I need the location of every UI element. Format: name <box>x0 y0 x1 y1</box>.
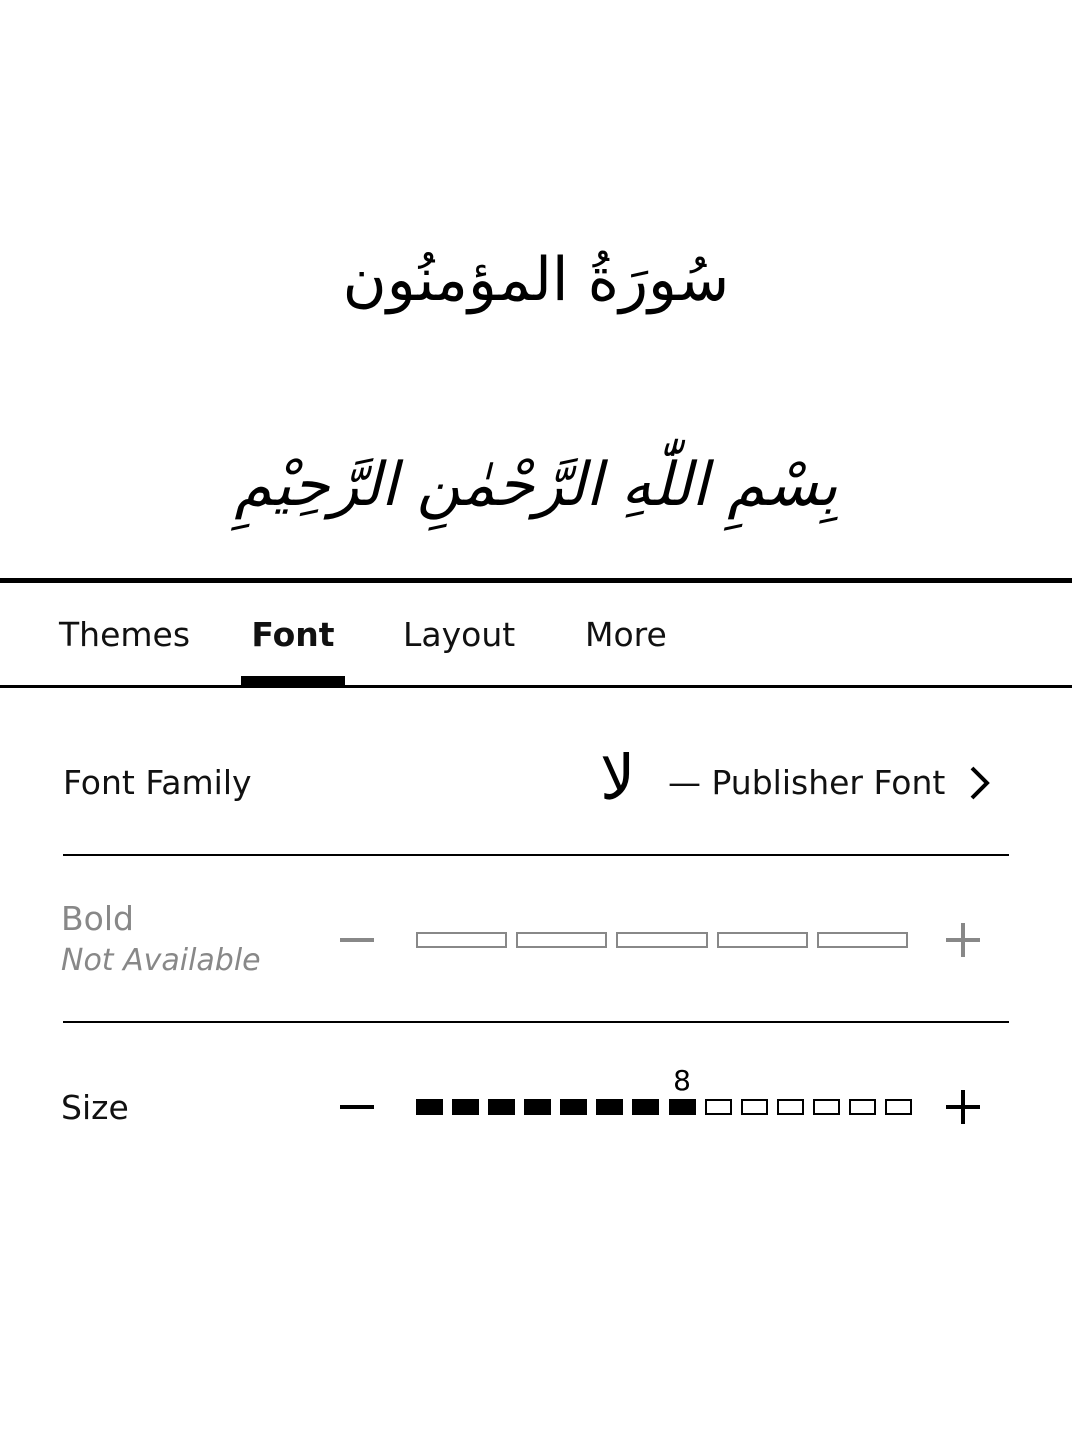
basmala-calligraphy: بِسْمِ اللّٰهِ الرَّحْمٰنِ الرَّحِيْمِ <box>234 450 838 520</box>
font-family-sample-glyph: لا <box>600 741 636 814</box>
bold-level-segment <box>516 932 607 948</box>
size-decrease-button[interactable] <box>332 1082 382 1132</box>
size-label: Size <box>61 1088 129 1127</box>
bold-level-segment <box>717 932 808 948</box>
tab-themes[interactable]: Themes <box>59 615 191 654</box>
size-level-segment[interactable] <box>632 1099 659 1115</box>
bold-increase-button[interactable] <box>938 915 988 965</box>
minus-icon <box>332 1082 382 1132</box>
tab-layout[interactable]: Layout <box>403 615 516 654</box>
row-divider <box>63 1021 1009 1023</box>
plus-icon <box>938 1082 988 1132</box>
size-level-segment[interactable] <box>741 1099 768 1115</box>
size-level-segment[interactable] <box>669 1099 696 1115</box>
tabs-divider <box>0 685 1072 688</box>
surah-title: سُورَةُ المؤمنُون <box>342 245 730 315</box>
font-family-value[interactable]: — Publisher Font <box>668 763 946 802</box>
size-increase-button[interactable] <box>938 1082 988 1132</box>
size-level-segment[interactable] <box>885 1099 912 1115</box>
size-level-segment[interactable] <box>416 1099 443 1115</box>
book-page <box>0 0 1072 580</box>
bold-label: Bold <box>61 899 134 938</box>
tab-more[interactable]: More <box>585 615 667 654</box>
size-value-label: 8 <box>673 1064 691 1097</box>
bold-level-segment <box>416 932 507 948</box>
selected-tab-indicator <box>241 676 345 685</box>
bold-level-segment <box>817 932 908 948</box>
bold-level-meter <box>416 932 908 948</box>
bold-status: Not Available <box>61 943 261 978</box>
size-level-segment[interactable] <box>452 1099 479 1115</box>
size-level-meter[interactable] <box>416 1099 912 1115</box>
plus-icon <box>938 915 988 965</box>
chevron-right-icon[interactable] <box>960 758 1000 808</box>
bold-decrease-button[interactable] <box>332 915 382 965</box>
size-level-segment[interactable] <box>596 1099 623 1115</box>
size-level-segment[interactable] <box>777 1099 804 1115</box>
size-level-segment[interactable] <box>849 1099 876 1115</box>
size-level-segment[interactable] <box>705 1099 732 1115</box>
minus-icon <box>332 915 382 965</box>
size-level-segment[interactable] <box>560 1099 587 1115</box>
tab-font[interactable]: Font <box>251 615 335 654</box>
font-family-label: Font Family <box>63 763 252 802</box>
size-level-segment[interactable] <box>488 1099 515 1115</box>
row-divider <box>63 854 1009 856</box>
bold-level-segment <box>616 932 707 948</box>
size-level-segment[interactable] <box>813 1099 840 1115</box>
reader-settings-panel <box>0 578 1072 1448</box>
panel-top-rule <box>0 578 1072 583</box>
size-level-segment[interactable] <box>524 1099 551 1115</box>
